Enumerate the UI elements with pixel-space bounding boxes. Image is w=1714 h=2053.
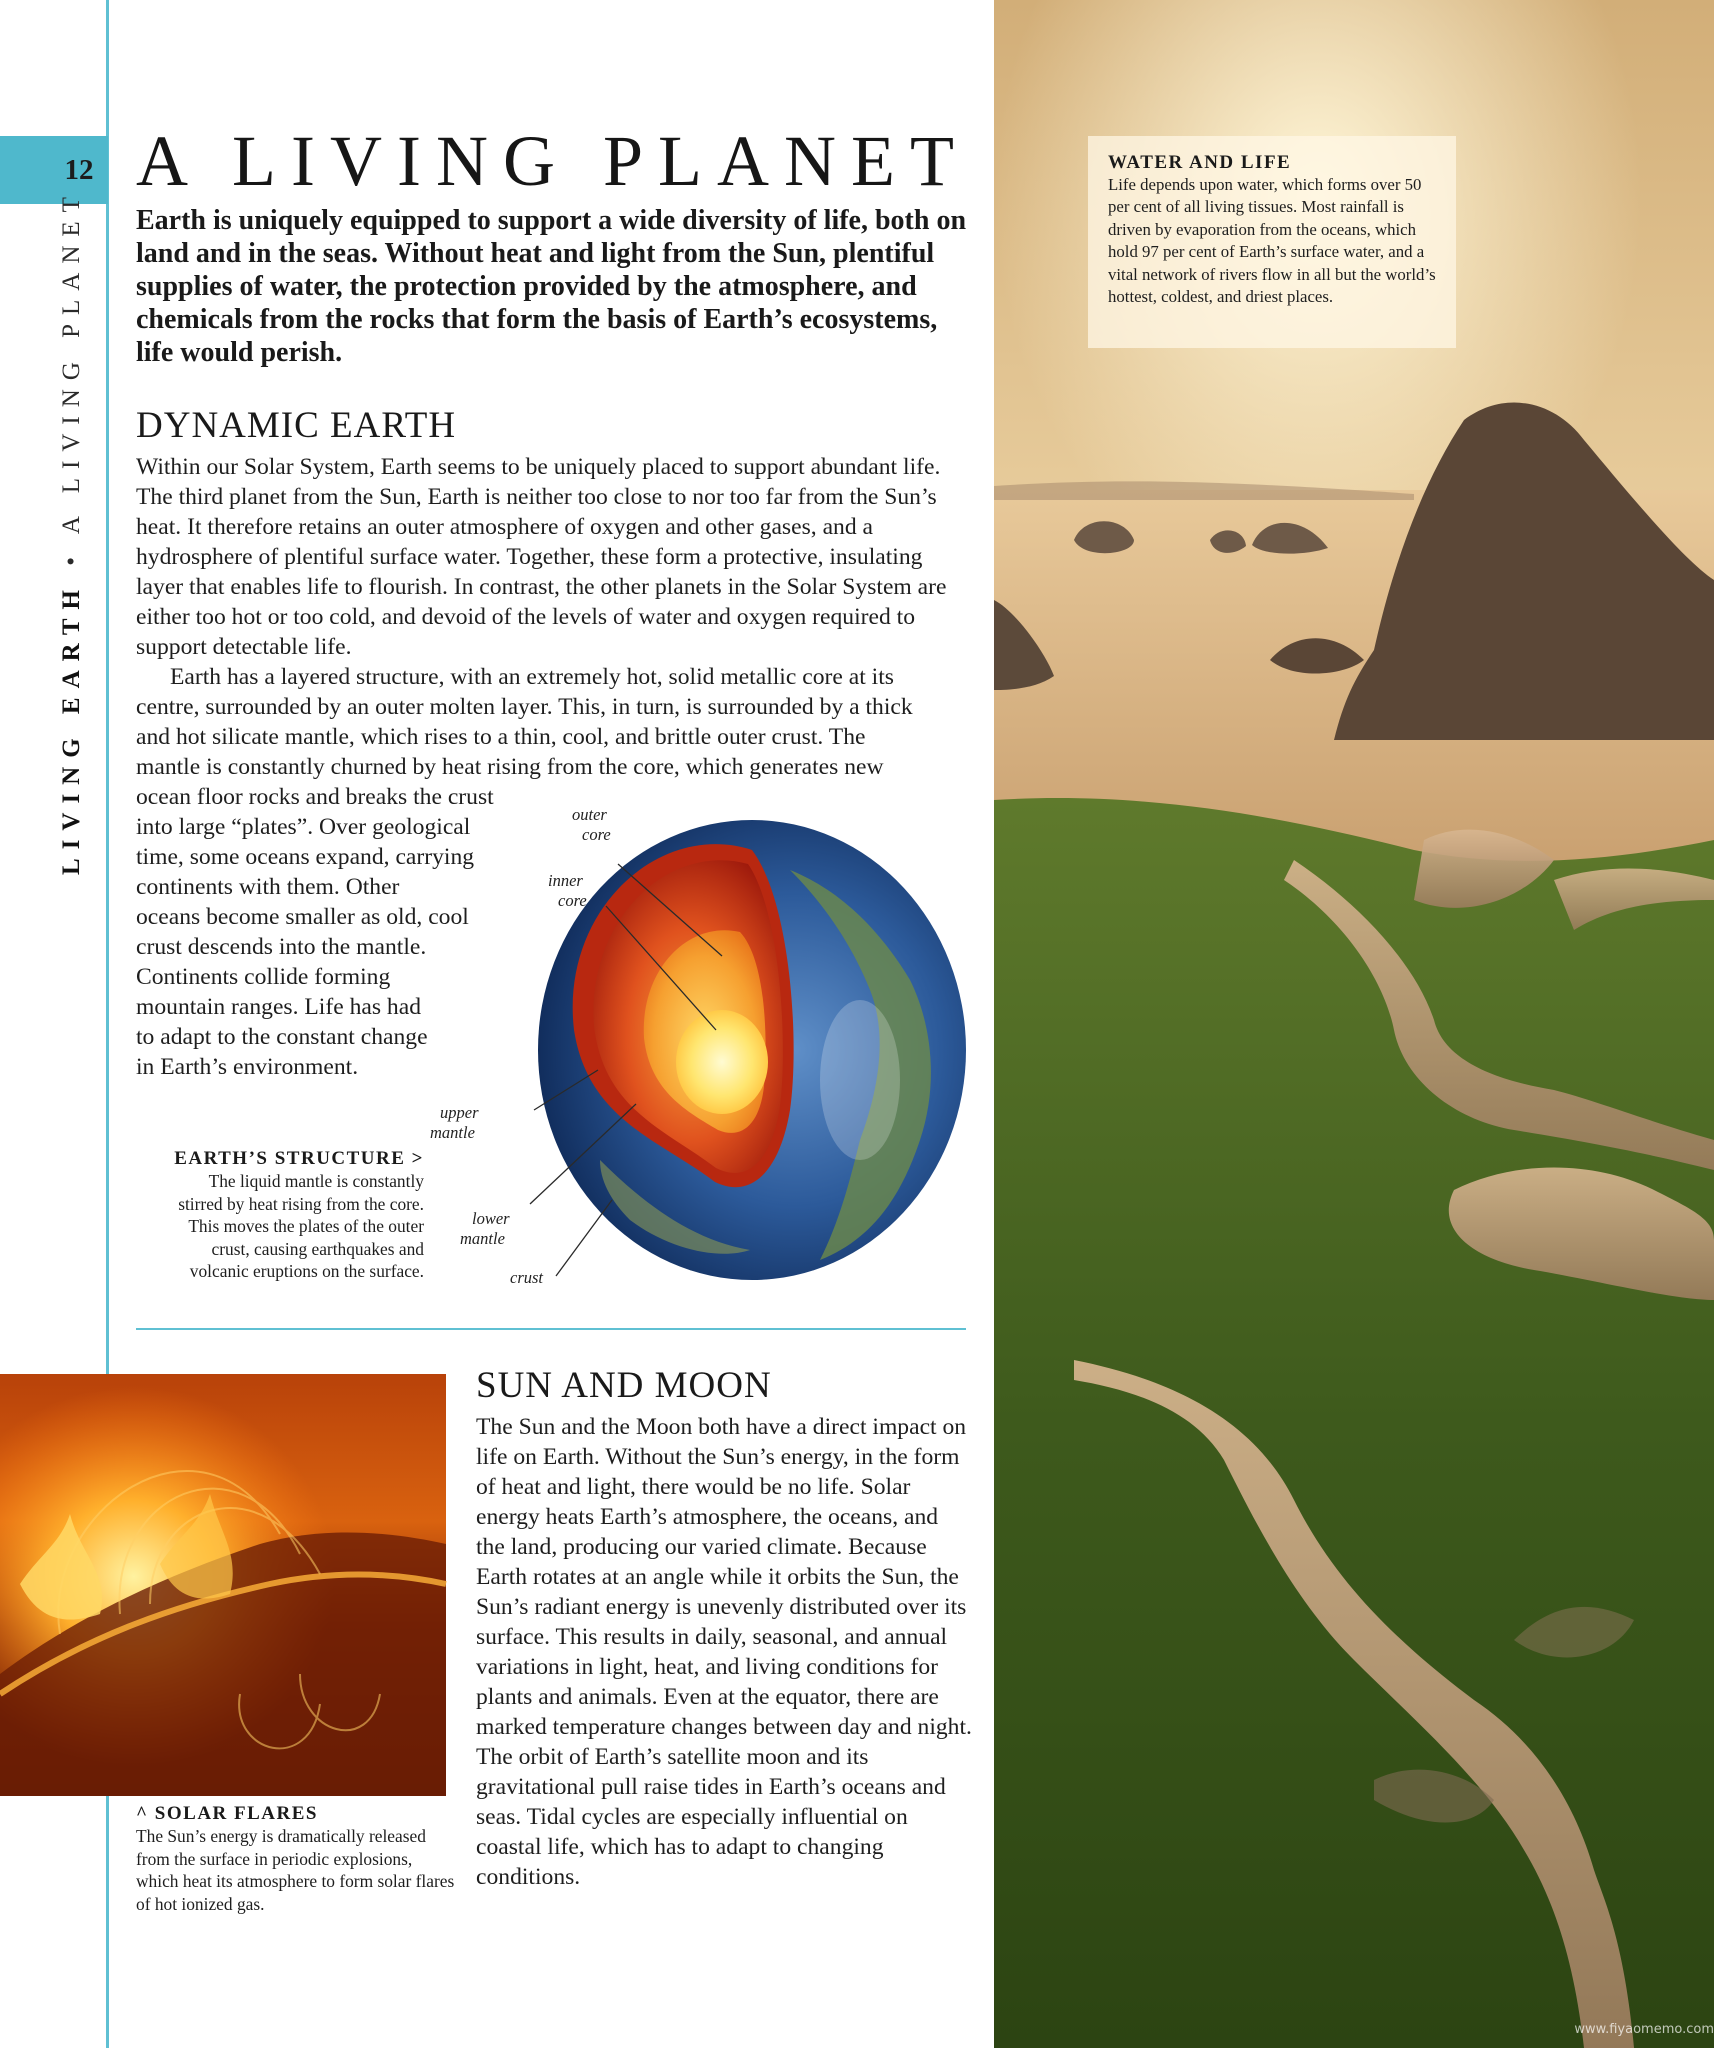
dynamic-earth-paragraph-2-continued <box>136 782 528 1082</box>
solar-flares-caption-text: The Sun’s energy is dramatically released from the surface in periodic explosions, which heat its atmosphere to form solar flares of hot ionized gas. <box>136 1826 455 1914</box>
earth-cutaway-illustration <box>430 780 980 1300</box>
paragraph-line: oceans become smaller as old, cool <box>136 904 469 930</box>
paragraph-line: into large “plates”. Over geological <box>136 814 471 840</box>
running-head-separator: • <box>58 548 85 566</box>
chevron-right-icon: > <box>411 1148 424 1169</box>
inner-core-label: inner core <box>548 871 587 910</box>
caption-title-text: EARTH’S STRUCTURE <box>174 1148 406 1169</box>
paragraph-line: mountain ranges. Life has had <box>136 994 422 1020</box>
crust-label: crust <box>510 1268 543 1287</box>
paragraph-line: mantle is constantly churned by heat rising from the core, which generates new <box>136 754 884 780</box>
caption-line: crust, causing earthquakes and <box>211 1238 424 1259</box>
outer-core-label: outer core <box>572 805 611 844</box>
chevron-up-icon: ^ <box>136 1803 149 1824</box>
page-title: A LIVING PLANET <box>136 121 969 201</box>
paragraph-line: continents with them. Other <box>136 874 400 900</box>
caption-line: stirred by heat rising from the core. <box>178 1193 424 1214</box>
sun-and-moon-paragraph: The Sun and the Moon both have a direct impact on life on Earth. Without the Sun’s energy, in the form of heat and light, there would be no life. Solar energy heats Earth’s atmosphere, the oceans, and the land, producing our varied climate. Because Earth rotates at an angle while it orbits the Sun, the Sun’s radiant energy is unevenly distributed over its surface. This results in daily, seasonal, and annual variations in light, heat, and living conditions for plants and animals. Even at the equator, there are marked temperature changes between day and night. The orbit of Earth’s satellite moon and its gravitational pull raise tides in Earth’s oceans and seas. Tidal cycles are especially influential on coastal life, which has to adapt to changing conditions. <box>476 1414 972 1890</box>
upper-mantle-label: upper mantle <box>430 1103 479 1142</box>
water-and-life-caption-text: Life depends upon water, which forms over 50 per cent of all living tissues. Most rainfall is driven by evaporation from the oceans, which hold 97 per cent of Earth’s surface water, and a vital network of rivers flow in all but the world’s hottest, coldest, and driest places. <box>1108 175 1436 307</box>
earth-structure-caption <box>128 1148 424 1283</box>
watermark: www.fiyaomemo.com <box>1574 2022 1714 2037</box>
caption-line: volcanic eruptions on the surface. <box>189 1261 424 1282</box>
caption-line: This moves the plates of the outer <box>188 1216 424 1237</box>
solar-flares-caption-title <box>136 1803 456 1825</box>
solar-flares-photo <box>0 1374 446 1796</box>
dynamic-earth-heading: DYNAMIC EARTH <box>136 405 457 446</box>
earth-structure-caption-text <box>128 1170 424 1283</box>
crust-leader <box>556 1200 612 1276</box>
water-and-life-caption-title: WATER AND LIFE <box>1108 152 1292 173</box>
paragraph-line: crust descends into the mantle. <box>136 934 427 960</box>
running-head-section: LIVING EARTH <box>58 581 85 875</box>
globe-clouds <box>820 1000 900 1160</box>
paragraph-line: Continents collide forming <box>136 964 391 990</box>
paragraph-line: and hot silicate mantle, which rises to a thin, cool, and brittle outer crust. The <box>136 724 866 750</box>
paragraph-line: ocean floor rocks and breaks the crust <box>136 784 494 810</box>
caption-title-text: SOLAR FLARES <box>154 1803 318 1824</box>
solar-flares-caption <box>136 1803 456 1915</box>
dynamic-earth-paragraph-1: Within our Solar System, Earth seems to be uniquely placed to support abundant life. The third planet from the Sun, Earth is neither too close to nor too far from the Sun’s heat. It therefore retains an outer atmosphere of oxygen and other gases, and a hydrosphere of plentiful surface water. Together, these form a protective, insulating layer that enables life to flourish. In contrast, the other planets in the Solar System are either too hot or too cold, and devoid of the levels of water and oxygen required to support detectable life. <box>136 454 947 660</box>
water-and-life-caption <box>1088 136 1456 348</box>
intro-paragraph: Earth is uniquely equipped to support a wide diversity of life, both on land and in the seas. Without heat and light from the Sun, plentiful supplies of water, the protection provided by the atmosphere, and chemicals from the rocks that form the basis of Earth’s ecosystems, life would perish. <box>136 205 967 368</box>
paragraph-line: time, some oceans expand, carrying <box>136 844 475 870</box>
caption-line: The liquid mantle is constantly <box>208 1171 424 1191</box>
section-divider <box>136 1328 966 1330</box>
paragraph-line: Earth has a layered structure, with an extremely hot, solid metallic core at its <box>170 664 894 690</box>
lower-mantle-label: lower mantle <box>460 1209 510 1248</box>
page-number: 12 <box>64 154 94 186</box>
paragraph-line: to adapt to the constant change <box>136 1024 428 1050</box>
running-head-chapter: A LIVING PLANET <box>58 188 85 535</box>
paragraph-line: centre, surrounded by an outer molten layer. This, in turn, is surrounded by a thick <box>136 694 913 720</box>
sun-and-moon-heading: SUN AND MOON <box>476 1365 772 1406</box>
inner-core-cut <box>676 1010 768 1114</box>
earth-structure-caption-title <box>128 1148 424 1170</box>
solar-flares-graphic <box>0 1374 446 1796</box>
dynamic-earth-paragraph-2 <box>136 662 974 782</box>
paragraph-line: in Earth’s environment. <box>136 1054 359 1080</box>
